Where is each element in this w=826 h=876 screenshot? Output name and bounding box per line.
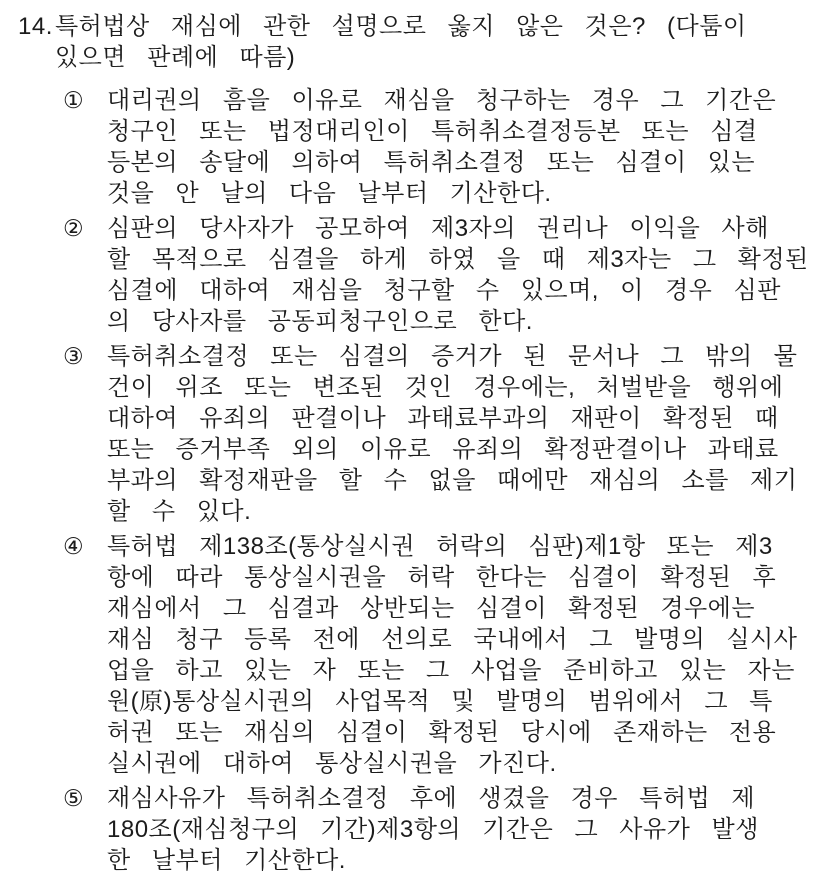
option-line: 할 수 있다. xyxy=(107,498,252,525)
option-marker: ② xyxy=(63,215,85,241)
option-line: 의 당사자를 공동피청구인으로 한다. xyxy=(107,308,533,335)
option-line: 허권 또는 재심의 심결이 확정된 당시에 존재하는 전용 xyxy=(107,719,777,746)
option-marker: ① xyxy=(63,87,85,113)
option-5 xyxy=(63,783,812,876)
option-text xyxy=(107,341,812,527)
option-text xyxy=(107,85,812,209)
option-4 xyxy=(63,531,812,779)
option-3 xyxy=(63,341,812,527)
option-line: 재심사유가 특허취소결정 후에 생겼을 경우 특허법 제 xyxy=(107,785,756,812)
question-block xyxy=(18,11,812,73)
option-marker: ③ xyxy=(63,343,85,369)
option-line: 특허취소결정 또는 심결의 증거가 된 문서나 그 밖의 물 xyxy=(107,343,798,370)
option-line: 부과의 확정재판을 할 수 없을 때에만 재심의 소를 제기 xyxy=(107,467,798,494)
option-line: 등본의 송달에 의하여 특허취소결정 또는 심결이 있는 xyxy=(107,149,756,176)
option-line: 한 날부터 기산한다. xyxy=(107,847,346,874)
option-text xyxy=(107,531,812,779)
option-line: 청구인 또는 법정대리인이 특허취소결정등본 또는 심결 xyxy=(107,118,758,145)
option-line: 180조(재심청구의 기간)제3항의 기간은 그 사유가 발생 xyxy=(107,816,759,843)
option-marker: ⑤ xyxy=(63,785,85,811)
option-text xyxy=(107,783,812,876)
option-line: 대하여 유죄의 판결이나 과태료부과의 재판이 확정된 때 xyxy=(107,405,779,432)
option-line: 할 목적으로 심결을 하게 하였 을 때 제3자는 그 확정된 xyxy=(107,246,809,273)
question-line: 특허법상 재심에 관한 설명으로 옳지 않은 것은? (다툼이 xyxy=(55,13,747,40)
option-line: 건이 위조 또는 변조된 것인 경우에는, 처벌받을 행위에 xyxy=(107,374,784,401)
option-2 xyxy=(63,213,812,337)
option-line: 특허법 제138조(통상실시권 허락의 심판)제1항 또는 제3 xyxy=(107,533,773,560)
question-line: 있으면 판례에 따름) xyxy=(55,44,296,71)
option-marker: ④ xyxy=(63,533,85,559)
option-text xyxy=(107,213,812,337)
option-line: 것을 안 날의 다음 날부터 기산한다. xyxy=(107,180,552,207)
option-line: 실시권에 대하여 통상실시권을 가진다. xyxy=(107,750,557,777)
option-line: 재심에서 그 심결과 상반되는 심결이 확정된 경우에는 xyxy=(107,595,756,622)
option-line: 재심 청구 등록 전에 선의로 국내에서 그 발명의 실시사 xyxy=(107,626,798,653)
option-1 xyxy=(63,85,812,209)
option-line: 항에 따라 통상실시권을 허락 한다는 심결이 확정된 후 xyxy=(107,564,777,591)
question-text xyxy=(55,11,812,73)
option-line: 대리권의 흠을 이유로 재심을 청구하는 경우 그 기간은 xyxy=(107,87,777,114)
question-number: 14. xyxy=(18,13,53,40)
option-line: 또는 증거부족 외의 이유로 유죄의 확정판결이나 과태료 xyxy=(107,436,779,463)
option-line: 심결에 대하여 재심을 청구할 수 있으며, 이 경우 심판 xyxy=(107,277,781,304)
options-list xyxy=(63,85,812,876)
option-line: 원(原)통상실시권의 사업목적 및 발명의 범위에서 그 특 xyxy=(107,688,773,715)
option-line: 업을 하고 있는 자 또는 그 사업을 준비하고 있는 자는 xyxy=(107,657,795,684)
option-line: 심판의 당사자가 공모하여 제3자의 권리나 이익을 사해 xyxy=(107,215,769,242)
